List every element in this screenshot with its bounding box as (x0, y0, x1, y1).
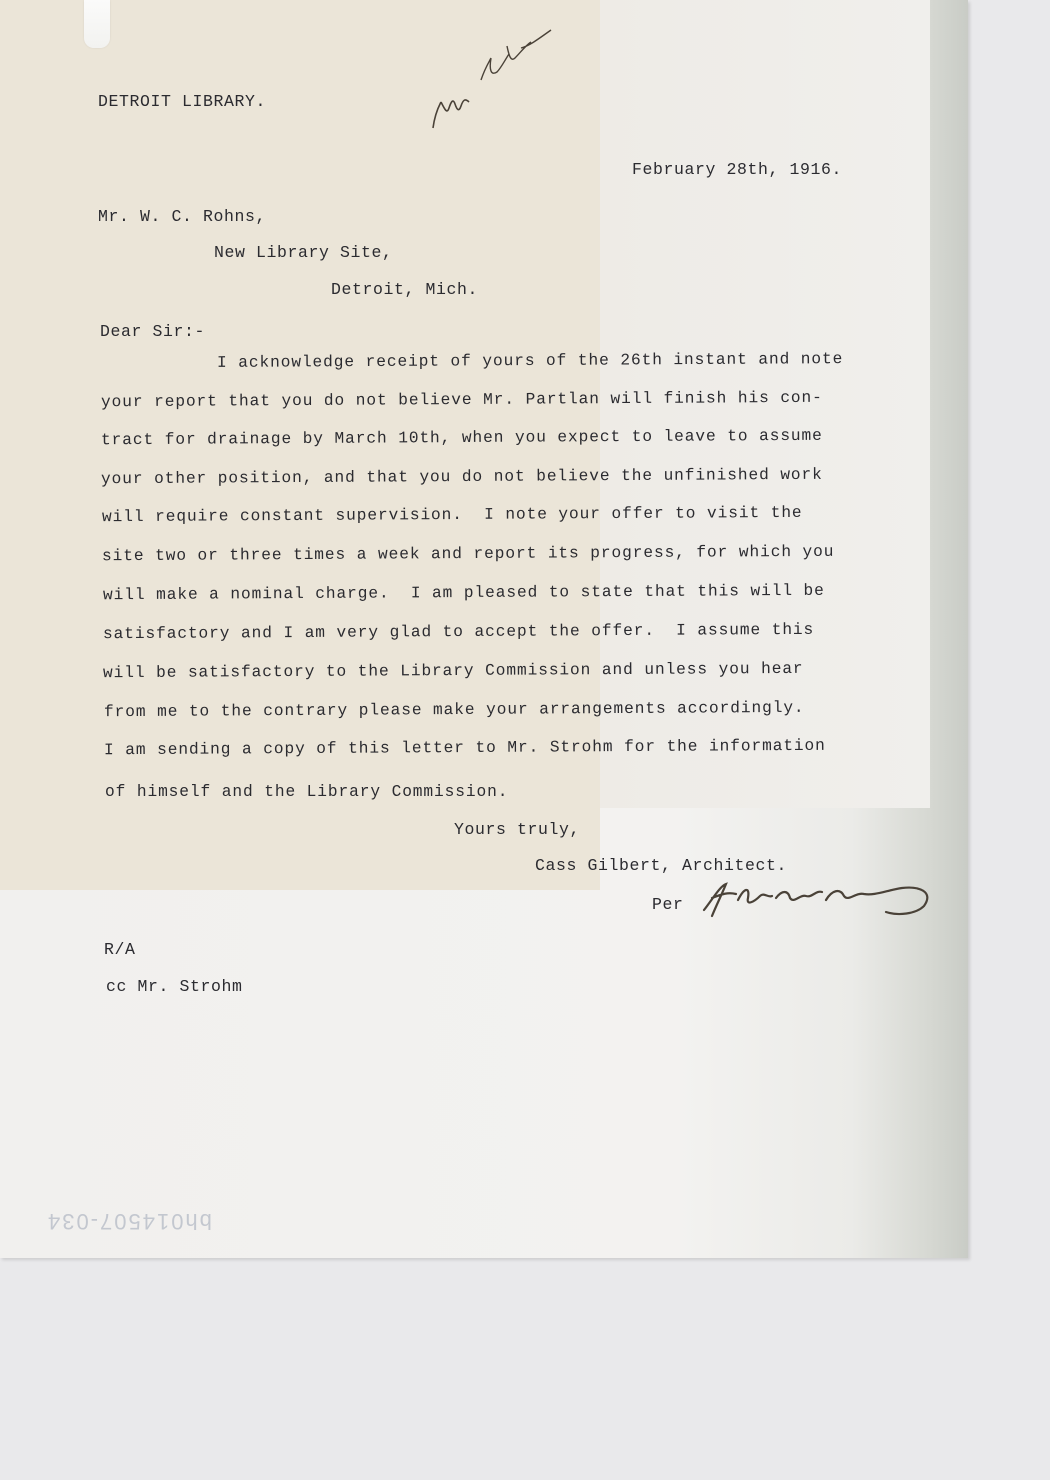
body-line: will be satisfactory to the Library Commission and unless you hear (102, 659, 804, 683)
handwritten-signature-mark (698, 876, 938, 922)
body-line: from me to the contrary please make your arrangements accordingly. (103, 698, 805, 722)
pencil-archive-number: bh014507-034 (46, 1209, 212, 1234)
typist-initials: R/A (104, 940, 136, 959)
paper-clip-mark (84, 0, 110, 48)
body-line: will require constant supervision. I note your offer to visit the (101, 503, 803, 527)
signature-block: Cass Gilbert, Architect. (535, 856, 788, 875)
recipient-city-line: Detroit, Mich. (331, 280, 479, 299)
body-line: will make a nominal charge. I am pleased to state that this will be (102, 581, 825, 605)
per-label: Per (652, 895, 684, 914)
body-line: site two or three times a week and report its progress, for which you (101, 542, 835, 566)
carbon-copy-line: cc Mr. Strohm (106, 977, 243, 996)
body-line: I am sending a copy of this letter to Mr. Strohm for the information (103, 736, 826, 760)
body-line: your report that you do not believe Mr. Partlan will finish his con- (100, 388, 823, 412)
recipient-address-line: New Library Site, (214, 243, 393, 262)
body-line: of himself and the Library Commission. (105, 783, 509, 801)
letter-date: February 28th, 1916. (632, 160, 843, 179)
recipient-name: Mr. W. C. Rohns, (98, 207, 267, 226)
body-line: tract for drainage by March 10th, when you expect to leave to assume (100, 426, 823, 450)
body-line: satisfactory and I am very glad to accept the offer. I assume this (102, 620, 815, 644)
letterhead-title: DETROIT LIBRARY. (98, 92, 267, 111)
body-line: I acknowledge receipt of yours of the 26th instant and note (216, 350, 844, 372)
salutation: Dear Sir:- (100, 322, 206, 341)
closing: Yours truly, (454, 820, 581, 839)
body-line: your other position, and that you do not believe the unfinished work (100, 465, 823, 489)
handwritten-annotation-mark (425, 18, 565, 138)
